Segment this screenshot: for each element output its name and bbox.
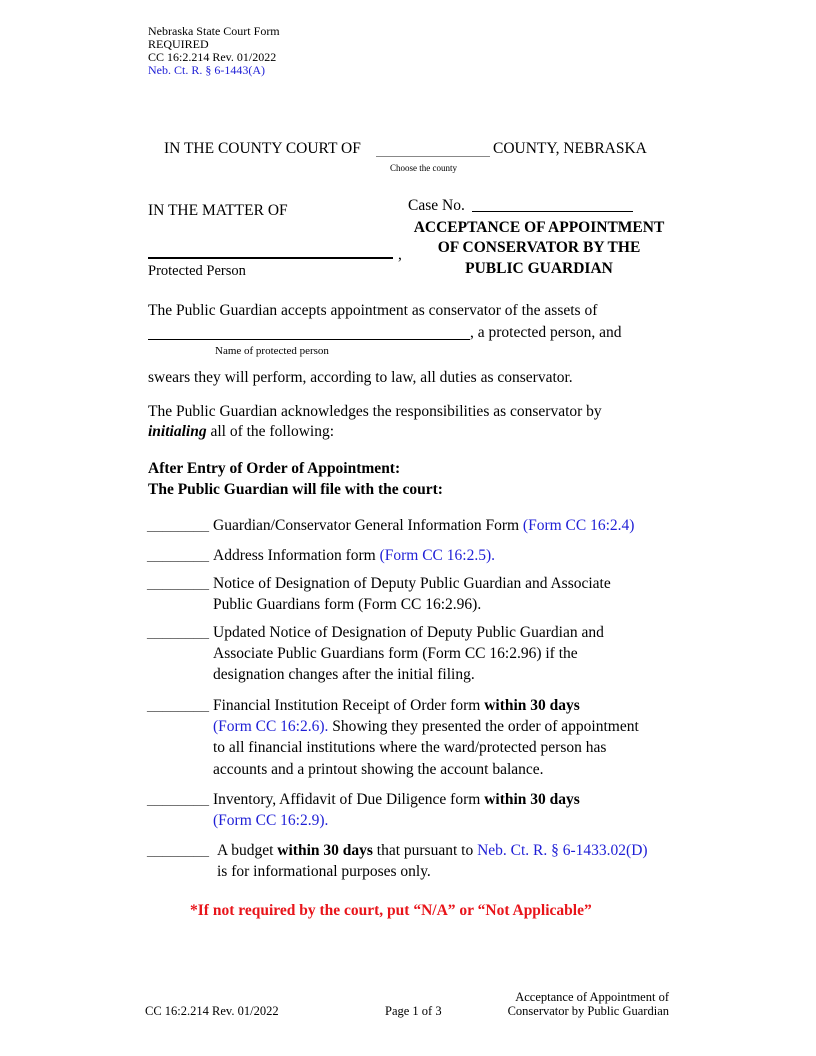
checklist-item-line xyxy=(213,548,495,564)
checklist-item-line xyxy=(213,762,544,778)
case-no-field[interactable] xyxy=(472,211,633,212)
para2-line1: The Public Guardian acknowledges the responsibilities as conservator by xyxy=(148,403,602,420)
footer-title-1: Acceptance of Appointment of xyxy=(515,990,669,1004)
item-text: is for informational purposes only. xyxy=(217,863,431,881)
checklist-item-line xyxy=(213,792,580,808)
item-text: within 30 days xyxy=(484,697,580,714)
required-label: REQUIRED xyxy=(148,37,209,51)
court-suffix: COUNTY, NEBRASKA xyxy=(493,140,647,157)
matter-of: IN THE MATTER OF xyxy=(148,202,288,219)
item-text: Inventory, Affidavit of Due Diligence form xyxy=(213,791,485,808)
form-link[interactable]: (Form CC 16:2.4) xyxy=(522,517,635,534)
item-text: Associate Public Guardians form (Form CC 16:2.96) if the xyxy=(213,645,578,663)
item-text: designation changes after the initial filing. xyxy=(213,666,475,684)
county-field[interactable] xyxy=(376,156,490,157)
protected-person-field[interactable] xyxy=(148,257,393,259)
item-text: that pursuant to xyxy=(372,842,478,859)
checklist-item-line xyxy=(217,843,648,859)
initial-field[interactable]: ________ xyxy=(147,624,209,641)
item-text: Financial Institution Receipt of Order form xyxy=(213,697,485,714)
checklist-item-line xyxy=(213,576,611,592)
form-link[interactable]: Neb. Ct. R. § 6-1433.02(D) xyxy=(477,842,648,859)
item-text: A budget xyxy=(217,842,278,859)
initial-field[interactable]: ________ xyxy=(147,791,209,808)
form-link[interactable]: (Form CC 16:2.5). xyxy=(379,547,495,564)
comma: , xyxy=(398,246,402,263)
footer-title-2: Conservator by Public Guardian xyxy=(507,1004,669,1018)
checklist-item-line xyxy=(217,864,431,880)
checklist-item-line xyxy=(213,597,481,613)
protected-person-name-field[interactable] xyxy=(148,339,470,340)
para1-end: swears they will perform, according to law, all duties as conservator. xyxy=(148,369,573,386)
protected-person-label: Protected Person xyxy=(148,263,246,279)
title-line-2: OF CONSERVATOR BY THE xyxy=(437,239,641,256)
county-hint: Choose the county xyxy=(390,163,457,173)
section-heading-2: The Public Guardian will file with the court: xyxy=(148,481,443,498)
initial-field[interactable]: ________ xyxy=(147,547,209,564)
case-no-label: Case No. xyxy=(408,197,465,214)
item-text: Address Information form xyxy=(213,547,380,564)
title-line-1: ACCEPTANCE OF APPOINTMENT xyxy=(413,219,665,236)
para1: The Public Guardian accepts appointment as conservator of the assets of xyxy=(148,302,598,319)
item-text: Guardian/Conservator General Information Form xyxy=(213,517,523,534)
checklist-item-line xyxy=(213,740,606,756)
item-text: Public Guardians form (Form CC 16:2.96). xyxy=(213,596,482,614)
item-text: Notice of Designation of Deputy Public Guardian and Associate xyxy=(213,575,611,592)
rule-link[interactable]: Neb. Ct. R. § 6-1443(A) xyxy=(148,63,265,77)
item-text: Showing they presented the order of appointment xyxy=(328,718,639,736)
form-label: Nebraska State Court Form xyxy=(148,24,280,38)
initial-field[interactable]: ________ xyxy=(147,842,209,859)
title-line-3: PUBLIC GUARDIAN xyxy=(465,260,613,277)
checklist-item-line xyxy=(213,719,639,735)
checklist-item-line xyxy=(213,813,328,829)
checklist-item-line xyxy=(213,518,634,534)
item-text: to all financial institutions where the ward/protected person has xyxy=(213,739,607,757)
checklist-item-line xyxy=(213,667,475,683)
item-text: accounts and a printout showing the account balance. xyxy=(213,760,544,778)
checklist-item-line xyxy=(213,646,578,662)
notice: *If not required by the court, put “N/A” or “Not Applicable” xyxy=(190,902,592,919)
footer-form-number: CC 16:2.214 Rev. 01/2022 xyxy=(145,1004,279,1018)
form-link[interactable]: (Form CC 16:2.6). xyxy=(213,718,329,736)
form-number: CC 16:2.214 Rev. 01/2022 xyxy=(148,50,277,64)
para2-rest: all of the following: xyxy=(206,423,335,440)
checklist-item-line xyxy=(213,625,604,641)
form-link[interactable]: (Form CC 16:2.9). xyxy=(213,812,329,830)
initial-field[interactable]: ________ xyxy=(147,697,209,714)
initial-field[interactable]: ________ xyxy=(147,517,209,534)
court-prefix: IN THE COUNTY COURT OF xyxy=(164,140,361,157)
item-text: within 30 days xyxy=(484,791,580,808)
para1-suffix: , a protected person, and xyxy=(470,324,622,341)
name-hint: Name of protected person xyxy=(215,345,329,357)
para2-line2 xyxy=(148,424,334,440)
footer-page: Page 1 of 3 xyxy=(385,1004,442,1018)
checklist-item-line xyxy=(213,698,580,714)
para2-emph: initialing xyxy=(148,423,207,440)
initial-field[interactable]: ________ xyxy=(147,575,209,592)
item-text: within 30 days xyxy=(277,842,373,859)
section-heading-1: After Entry of Order of Appointment: xyxy=(148,460,401,477)
item-text: Updated Notice of Designation of Deputy Public Guardian and xyxy=(213,624,604,641)
